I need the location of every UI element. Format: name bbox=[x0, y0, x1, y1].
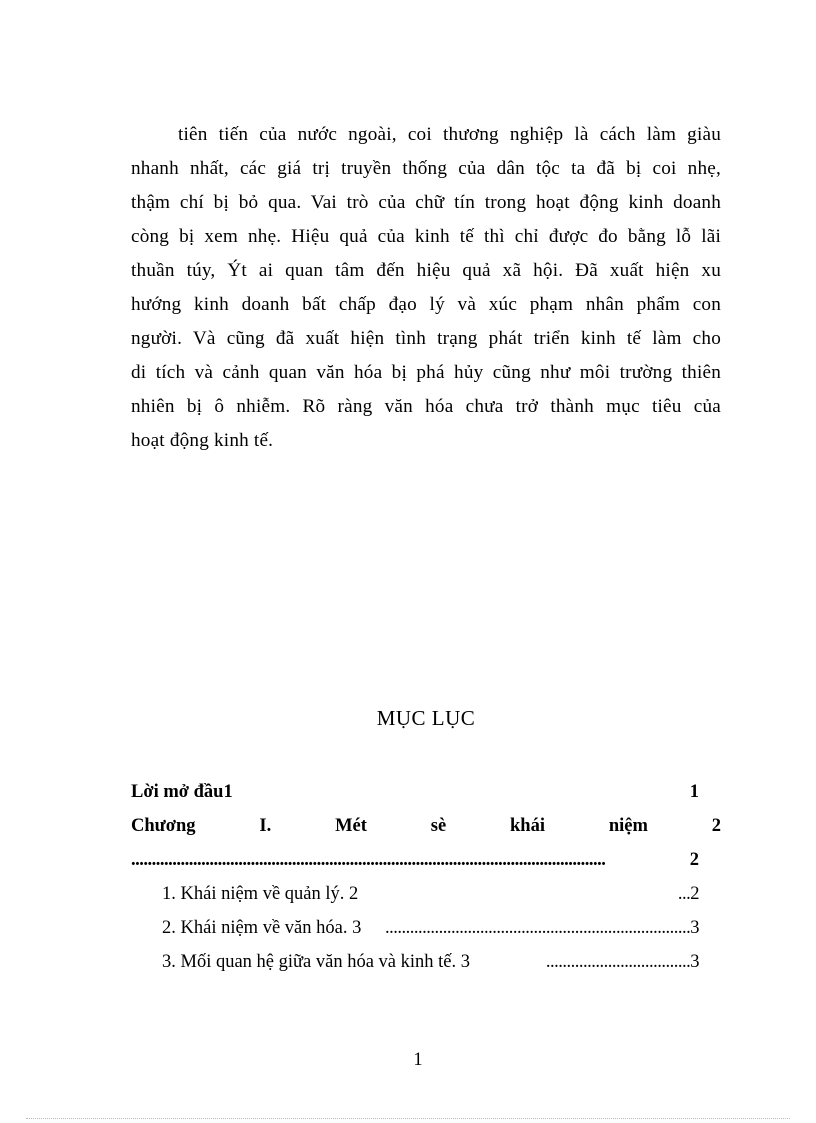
body-paragraph bbox=[131, 118, 721, 458]
toc-leader-dots: ................................................................................................................... bbox=[131, 850, 606, 870]
toc-entry-loi-mo-dau[interactable] bbox=[131, 782, 699, 803]
toc-leader-page: ...................................3 bbox=[545, 952, 699, 972]
toc-entry-label: 2. Khái niệm về văn hóa. 3 bbox=[162, 918, 362, 938]
toc-word: Mét bbox=[335, 816, 367, 836]
toc-word: sè bbox=[430, 816, 447, 836]
paragraph-line: thuần túy, Ýt ai quan tâm đến hiệu quả xã hội. Đã xuất hiện xu bbox=[131, 260, 721, 281]
toc-entry-section-2[interactable] bbox=[131, 918, 699, 939]
paragraph-line: hướng kinh doanh bất chấp đạo lý và xúc phạm nhân phẩm con bbox=[131, 294, 721, 315]
paragraph-line: tiên tiến của nước ngoài, coi thương nghiệp là cách làm giàu bbox=[178, 124, 721, 145]
bottom-divider bbox=[26, 1118, 790, 1119]
toc-entry-page: 2 bbox=[711, 816, 721, 836]
toc-word: khái bbox=[510, 816, 545, 836]
toc-word: niệm bbox=[608, 816, 648, 836]
toc-entry-chuong-1[interactable] bbox=[131, 816, 721, 837]
toc-entry-label: 1. Khái niệm về quản lý. 2 bbox=[162, 884, 359, 904]
paragraph-line: nhiên bị ô nhiễm. Rõ ràng văn hóa chưa trở thành mục tiêu của bbox=[131, 396, 721, 417]
toc-word: I. bbox=[259, 816, 272, 836]
toc-leader-row bbox=[131, 850, 699, 871]
paragraph-line: thậm chí bị bỏ qua. Vai trò của chữ tín trong hoạt động kinh doanh bbox=[131, 192, 721, 213]
toc-leader-page: ...2 bbox=[677, 884, 699, 904]
page-number: 1 bbox=[413, 1050, 423, 1070]
toc-entry-label: 3. Mối quan hệ giữa văn hóa và kinh tế. 3 bbox=[162, 952, 471, 972]
toc-title: MỤC LỤC bbox=[376, 706, 476, 730]
toc-word: Chương bbox=[131, 816, 196, 836]
toc-entry-section-3[interactable] bbox=[131, 952, 699, 973]
paragraph-line: di tích và cảnh quan văn hóa bị phá hủy cũng như môi trường thiên bbox=[131, 362, 721, 383]
toc-entry-section-1[interactable] bbox=[131, 884, 699, 905]
toc-entry-page: 2 bbox=[689, 850, 699, 870]
paragraph-line: còng bị xem nhẹ. Hiệu quả của kinh tế thì chỉ được đo bằng lỗ lãi bbox=[131, 226, 721, 247]
paragraph-line: nhanh nhất, các giá trị truyền thống của dân tộc ta đã bị coi nhẹ, bbox=[131, 158, 721, 179]
toc-entry-page: 1 bbox=[689, 782, 699, 802]
paragraph-line: người. Và cũng đã xuất hiện tình trạng phát triển kinh tế làm cho bbox=[131, 328, 721, 349]
toc-leader-page: ..........................................................................3 bbox=[385, 918, 699, 938]
toc-entry-label: Lời mở đầu1 bbox=[131, 782, 233, 802]
paragraph-line: hoạt động kinh tế. bbox=[131, 430, 274, 451]
